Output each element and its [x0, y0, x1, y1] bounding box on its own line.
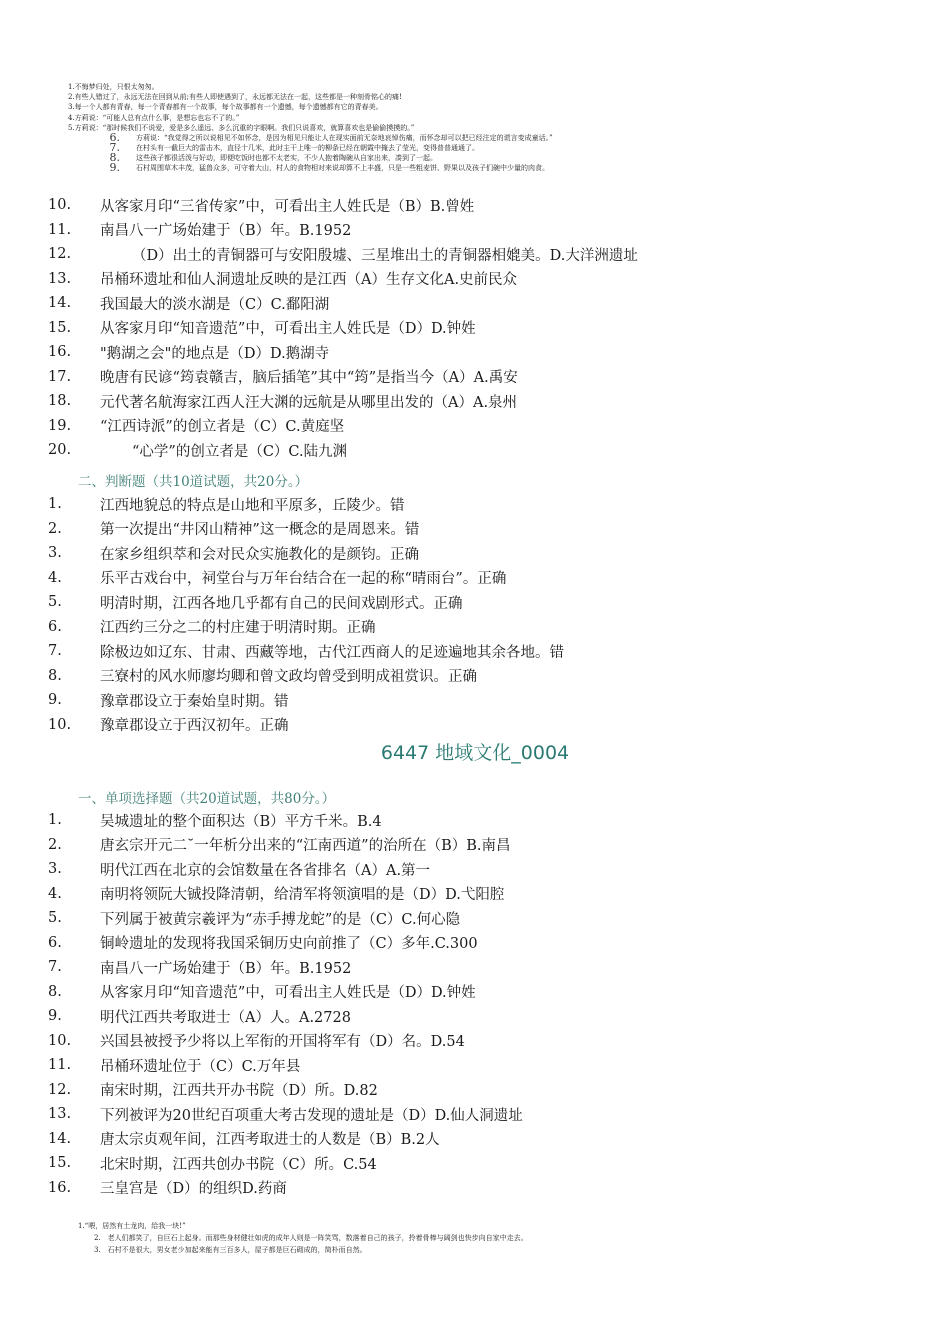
question-text: 元代著名航海家江西人汪大渊的远航是从哪里出发的（A）A.泉州 [100, 394, 518, 411]
question-text: 从客家月印“三省传家”中，可看出主人姓氏是（B）B.曾姓 [100, 198, 475, 215]
question-number: 3. [48, 545, 62, 562]
question-text: 晚唐有民谚“筠袁赣吉，脑后插笔”其中“筠”是指当今（A）A.禹安 [100, 370, 518, 387]
question-row [48, 615, 918, 640]
section-heading-judgement: 二、判断题（共10道试题，共20分。） [78, 474, 309, 490]
header-note: 4.方莉说：“可能人总有点什么事，是想忘也忘不了的。” [68, 113, 240, 122]
question-number: 3. [48, 861, 62, 878]
question-number: 11. [48, 221, 72, 238]
question-row [48, 492, 918, 517]
question-row [48, 1151, 918, 1176]
question-number: 2. [48, 520, 62, 537]
question-row [48, 713, 918, 738]
question-number: 19. [48, 417, 72, 434]
question-text: 豫章郡设立于秦始皇时期。错 [100, 693, 289, 710]
question-row [48, 906, 918, 931]
question-text: 明代江西共考取进士（A）人。A.2728 [100, 1009, 351, 1026]
question-row [48, 955, 918, 980]
question-text: 铜岭遗址的发现将我国采铜历史向前推了（C）多年.C.300 [100, 936, 478, 953]
question-text: 吊桶环遗址和仙人洞遗址反映的是江西（A）生存文化A.史前民众 [100, 272, 518, 289]
question-row [48, 590, 918, 615]
question-text: 豫章郡设立于西汉初年。正确 [100, 718, 289, 735]
question-row [48, 688, 918, 713]
question-number: 9. [48, 692, 62, 709]
question-number: 4. [48, 569, 62, 586]
question-text: 明清时期，江西各地几乎都有自己的民间戏剧形式。正确 [100, 595, 463, 612]
question-text: “江西诗派”的创立者是（C）C.黄庭坚 [100, 419, 345, 436]
header-note: 5.方莉说：“那时候我们不说爱，爱是多么遥远、多么沉重的字眼啊。我们只说喜欢，就算喜欢也是偷偷摸摸的。” [68, 123, 415, 132]
question-row [48, 193, 918, 218]
question-row [48, 340, 918, 365]
question-text: 乐平古戏台中，祠堂台与万年台结合在一起的称“晴雨台”。正确 [100, 571, 507, 588]
question-text: （D）出土的青铜器可与安阳殷墟、三星堆出土的青铜器相媲美。D.大洋洲遗址 [132, 247, 638, 264]
footer-note: 3. 石村不是很大，男女老少加起来能有三百多人，屋子都是巨石砌成的，简朴而自然。 [94, 1246, 367, 1254]
question-text: 南宋时期，江西共开办书院（D）所。D.82 [100, 1083, 378, 1100]
question-row [48, 517, 918, 542]
question-number: 10. [48, 197, 72, 214]
question-text: 兴国县被授予少将以上军衔的开国将军有（D）名。D.54 [100, 1034, 465, 1051]
header-sub-note: 6. 方莉说：“我觉得之所以说相见不如怀念，是因为相见只能让人在现实面前无奈地哀悼伤痛，而怀念却可以把已经注定的谎言变成童话。” [109, 131, 553, 145]
question-row [48, 438, 918, 463]
footer-note: 2. 老人们都笑了，自巨石上起身。而那些身材健壮如虎的成年人则是一阵笑骂，数落着自己的孩子，拎着骨棒与阔剑也快步向自家中走去。 [94, 1234, 528, 1242]
question-list-single-choice-continued [48, 193, 918, 463]
header-sub-note: 9. 石村周围草木丰茂，猛兽众多，可守着大山，村人的食物相对来说却算不上丰盛，只是一些粗麦饼、野果以及孩子们碗中少量的肉食。 [109, 161, 549, 175]
question-row [48, 218, 918, 243]
question-text: "鹅湖之会"的地点是（D）D.鹅湖寺 [100, 345, 330, 362]
question-row [48, 980, 918, 1005]
question-list-judgement [48, 492, 918, 737]
question-number: 11. [48, 1057, 72, 1074]
question-number: 18. [48, 393, 72, 410]
question-number: 16. [48, 1179, 72, 1196]
question-text: 吊桶环遗址位于（C）C.万年县 [100, 1058, 301, 1075]
question-number: 4. [48, 885, 62, 902]
header-sub-note: 8. 这些孩子都很活泼与好动，即便吃饭时也都不太老实，不少人抱着陶碗从自家出来，凑到了一起。 [109, 151, 437, 165]
question-number: 15. [48, 1155, 72, 1172]
question-row [48, 242, 918, 267]
question-number: 7. [48, 643, 62, 660]
question-row [48, 639, 918, 664]
question-number: 7. [48, 959, 62, 976]
question-row [48, 1053, 918, 1078]
question-text: 江西约三分之二的村庄建于明清时期。正确 [100, 620, 376, 637]
question-number: 6. [48, 934, 62, 951]
question-row [48, 414, 918, 439]
question-number: 5. [48, 910, 62, 927]
question-row [48, 1029, 918, 1054]
question-row [48, 882, 918, 907]
question-text: 唐玄宗开元二˘一年析分出来的“江南西道”的治所在（B）B.南昌 [100, 838, 511, 855]
question-number: 5. [48, 594, 62, 611]
question-row [48, 1127, 918, 1152]
question-number: 9. [48, 1008, 62, 1025]
question-row [48, 857, 918, 882]
question-row [48, 808, 918, 833]
question-number: 20. [48, 442, 72, 459]
question-list-single-choice [48, 808, 918, 1200]
question-number: 16. [48, 344, 72, 361]
question-row [48, 931, 918, 956]
question-row [48, 1176, 918, 1201]
question-text: 从客家月印“知音遗范”中，可看出主人姓氏是（D）D.钟姓 [100, 321, 476, 338]
header-note: 1.不悔梦归处，只恨太匆匆。 [68, 83, 159, 91]
header-notes [68, 82, 688, 173]
question-text: 江西地貌总的特点是山地和平原多，丘陵少。错 [100, 497, 405, 514]
question-row [48, 291, 918, 316]
question-text: 明代江西在北京的会馆数量在各省排名（A）A.第一 [100, 862, 431, 879]
question-number: 1. [48, 812, 62, 829]
question-number: 13. [48, 1106, 72, 1123]
question-number: 12. [48, 246, 72, 263]
question-row [48, 267, 918, 292]
question-number: 14. [48, 295, 72, 312]
question-row [48, 389, 918, 414]
question-row [48, 365, 918, 390]
question-row [48, 566, 918, 591]
question-text: 南昌八一广场始建于（B）年。B.1952 [100, 960, 352, 977]
question-row [48, 316, 918, 341]
question-text: 下列被评为20世纪百项重大考古发现的遗址是（D）D.仙人洞遗址 [100, 1107, 523, 1124]
question-number: 1. [48, 496, 62, 513]
question-number: 2. [48, 836, 62, 853]
header-note: 3.每一个人都有青春，每一个青春都有一个故事，每个故事都有一个遗憾，每个遗憾都有它的青春美。 [68, 103, 383, 112]
question-number: 17. [48, 368, 72, 385]
section-heading-single-choice: 一、单项选择题（共20道试题，共80分。） [78, 791, 336, 807]
question-number: 10. [48, 716, 72, 733]
footer-note: 1.“喂，居然有土龙肉，给我一块!” [78, 1222, 186, 1230]
question-text: 北宋时期，江西共创办书院（C）所。C.54 [100, 1156, 377, 1173]
question-text: 南昌八一广场始建于（B）年。B.1952 [100, 223, 352, 240]
question-number: 8. [48, 983, 62, 1000]
question-text: 在家乡组织萃和会对民众实施教化的是颜钧。正确 [100, 546, 419, 563]
question-text: 从客家月印“知音遗范”中，可看出主人姓氏是（D）D.钟姓 [100, 985, 476, 1002]
question-text: 我国最大的淡水湖是（C）C.鄱阳湖 [100, 296, 330, 313]
header-sub-note: 7. 在村头有一截巨大的雷击木，直径十几米，此时主干上唯一的柳条已经在朝霞中掩去了莹光，变得普普通通了。 [109, 141, 479, 155]
document-title: 6447 地域文化_0004 [380, 742, 570, 764]
question-text: 南明将领阮大铖投降清朝，给清军将领演唱的是（D）D.弋阳腔 [100, 887, 505, 904]
question-row [48, 541, 918, 566]
header-note: 2.有些人错过了，永远无法在回到从前;有些人即使遇到了，永远都无法在一起，这些都是一种刻骨铭心的痛! [68, 93, 402, 102]
question-row [48, 1102, 918, 1127]
question-text: 唐太宗贞观年间，江西考取进士的人数是（B）B.2人 [100, 1132, 440, 1149]
question-row [48, 833, 918, 858]
question-text: 下列属于被黄宗羲评为“赤手搏龙蛇”的是（C）C.何心隐 [100, 911, 461, 928]
question-number: 6. [48, 618, 62, 635]
question-number: 14. [48, 1130, 72, 1147]
question-text: 三皇宫是（D）的组织D.药商 [100, 1181, 287, 1198]
question-text: 三寮村的风水师廖均卿和曾文政均曾受到明成祖赏识。正确 [100, 669, 477, 686]
question-text: “心学”的创立者是（C）C.陆九渊 [132, 443, 348, 460]
question-text: 吴城遗址的整个面积达（B）平方千米。B.4 [100, 813, 382, 830]
question-row [48, 664, 918, 689]
footer-notes [78, 1220, 678, 1256]
question-number: 10. [48, 1032, 72, 1049]
question-text: 第一次提出“井冈山精神”这一概念的是周恩来。错 [100, 522, 420, 539]
question-number: 8. [48, 667, 62, 684]
question-number: 13. [48, 270, 72, 287]
question-text: 除极边如辽东、甘肃、西藏等地，古代江西商人的足迹遍地其余各地。错 [100, 644, 564, 661]
question-row [48, 1078, 918, 1103]
question-row [48, 1004, 918, 1029]
question-number: 15. [48, 319, 72, 336]
question-number: 12. [48, 1081, 72, 1098]
